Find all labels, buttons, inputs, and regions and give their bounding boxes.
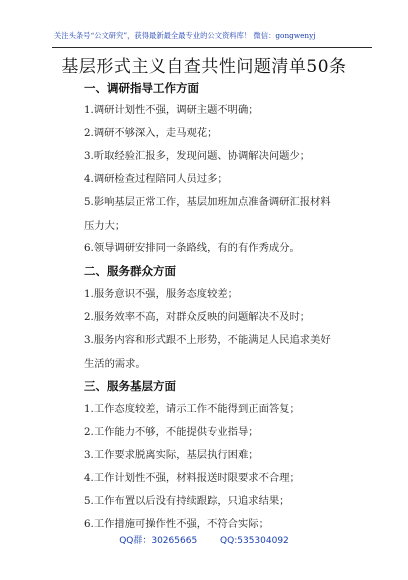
list-item: 3.听取经验汇报多，发现问题、协调解决问题少； (84, 150, 311, 162)
document-title: 基层形式主义自查共性问题清单50条 (61, 57, 347, 77)
list-item: 1.工作态度较差，请示工作不能得到正面答复； (84, 403, 300, 415)
list-item: 1.服务意识不强，服务态度较差； (84, 288, 238, 300)
list-item (84, 195, 331, 233)
list-item: 6.工作措施可操作性不强，不符合实际； (84, 518, 269, 530)
section-heading-service-public: 二、服务群众方面 (84, 264, 176, 278)
list-item: 4.工作计划性不强，材料报送时限要求不合理； (84, 472, 300, 484)
list-item: 3.工作要求脱离实际，基层执行困难； (84, 449, 259, 461)
list-item: 6.领导调研安排同一条路线，有的有作秀成分。 (84, 242, 300, 254)
list-item (84, 333, 331, 371)
list-item: 2.服务效率不高，对群众反映的问题解决不及时； (84, 311, 311, 323)
section-heading-research: 一、调研指导工作方面 (84, 81, 199, 95)
list-item: 4.调研检查过程陪同人员过多； (84, 173, 228, 185)
footer-qq: QQ:535304092 (220, 536, 289, 546)
footer-qq-group: QQ群：30265665 (119, 536, 198, 546)
list-item: 2.调研不够深入，走马观花； (84, 127, 218, 139)
header-divider (52, 47, 372, 48)
list-item-line: 5.影响基层正常工作，基层加班加点准备调研汇报材料 (84, 196, 331, 208)
list-item: 2.工作能力不够，不能提供专业指导； (84, 426, 259, 438)
list-item-line: 3.服务内容和形式跟不上形势，不能满足人民追求美好 (84, 334, 331, 346)
section-heading-service-grassroots: 三、服务基层方面 (84, 379, 176, 393)
list-item: 5.工作布置以后没有持续跟踪，只追求结果； (84, 495, 290, 507)
list-item-line: 生活的需求。 (84, 358, 146, 370)
header-banner: 关注头条号“公文研究”，获得最新最全最专业的公文资料库！ 微信：gongwenyj (54, 31, 316, 40)
list-item: 1.调研计划性不强，调研主题不明确； (84, 104, 259, 116)
list-item-line: 压力大； (84, 220, 126, 232)
footer-contact (0, 533, 408, 546)
